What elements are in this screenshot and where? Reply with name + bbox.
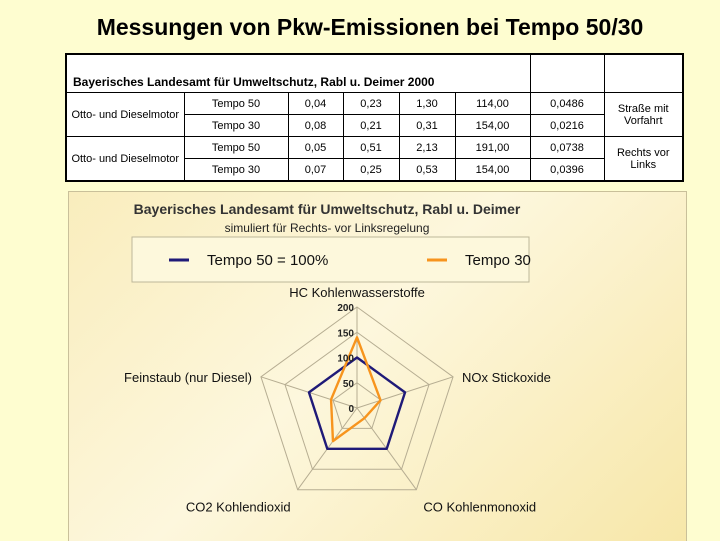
engine-cell: Otto- und Dieselmotor — [66, 93, 184, 137]
speed-cell: Tempo 50 — [184, 137, 288, 159]
value-cell: 0,25 — [343, 159, 399, 182]
axis-label: CO Kohlenmonoxid — [423, 499, 537, 515]
value-cell: 0,0738 — [530, 137, 604, 159]
tick-label: 0 — [348, 404, 354, 415]
chart-title: Bayerisches Landesamt für Umweltschutz, Rabl u. Deimer — [133, 201, 521, 217]
tick-label: 100 — [337, 353, 354, 365]
axis-label: HC Kohlenwasserstoffe — [289, 285, 425, 300]
radar-chart-panel — [68, 191, 687, 541]
speed-cell: Tempo 50 — [184, 93, 288, 115]
value-cell: 0,0216 — [530, 115, 604, 137]
value-cell: 0,53 — [399, 159, 455, 182]
axis-label: NOx Stickoxide — [462, 369, 551, 385]
value-cell: 0,04 — [288, 93, 343, 115]
speed-cell: Tempo 30 — [184, 115, 288, 137]
tick-label: 50 — [342, 378, 354, 390]
value-cell: 0,21 — [343, 115, 399, 137]
value-cell: 2,13 — [399, 137, 455, 159]
radar-chart — [69, 192, 686, 541]
table-heading: Bayerisches Landesamt für Umweltschutz, Rabl u. Deimer 2000 — [66, 54, 530, 93]
value-cell: 0,0396 — [530, 159, 604, 182]
note-cell: Straße mit Vorfahrt — [604, 93, 683, 137]
value-cell: 0,08 — [288, 115, 343, 137]
engine-cell: Otto- und Dieselmotor — [66, 137, 184, 182]
emissions-table — [65, 53, 684, 182]
table-row — [66, 93, 683, 115]
axis-label: Feinstaub (nur Diesel) — [124, 369, 252, 385]
value-cell: 114,00 — [455, 93, 530, 115]
value-cell: 0,23 — [343, 93, 399, 115]
value-cell: 0,51 — [343, 137, 399, 159]
table-heading-empty-cell — [530, 54, 604, 93]
note-cell: Rechts vor Links — [604, 137, 683, 182]
legend-label: Tempo 50 = 100% — [207, 252, 329, 269]
legend-label: Tempo 30 — [465, 252, 531, 269]
value-cell: 1,30 — [399, 93, 455, 115]
value-cell: 191,00 — [455, 137, 530, 159]
value-cell: 0,05 — [288, 137, 343, 159]
value-cell: 0,0486 — [530, 93, 604, 115]
chart-subtitle: simuliert für Rechts- vor Linksregelung — [224, 221, 430, 235]
axis-label: CO2 Kohlendioxid — [185, 499, 291, 515]
value-cell: 154,00 — [455, 159, 530, 182]
value-cell: 0,31 — [399, 115, 455, 137]
table-heading-empty-cell — [604, 54, 683, 93]
tick-label: 150 — [337, 328, 354, 340]
table-heading-row — [66, 54, 683, 93]
table-row — [66, 137, 683, 159]
page-title: Messungen von Pkw-Emissionen bei Tempo 50/30 — [96, 14, 644, 40]
value-cell: 0,07 — [288, 159, 343, 182]
value-cell: 154,00 — [455, 115, 530, 137]
speed-cell: Tempo 30 — [184, 159, 288, 182]
tick-label: 200 — [337, 303, 354, 314]
